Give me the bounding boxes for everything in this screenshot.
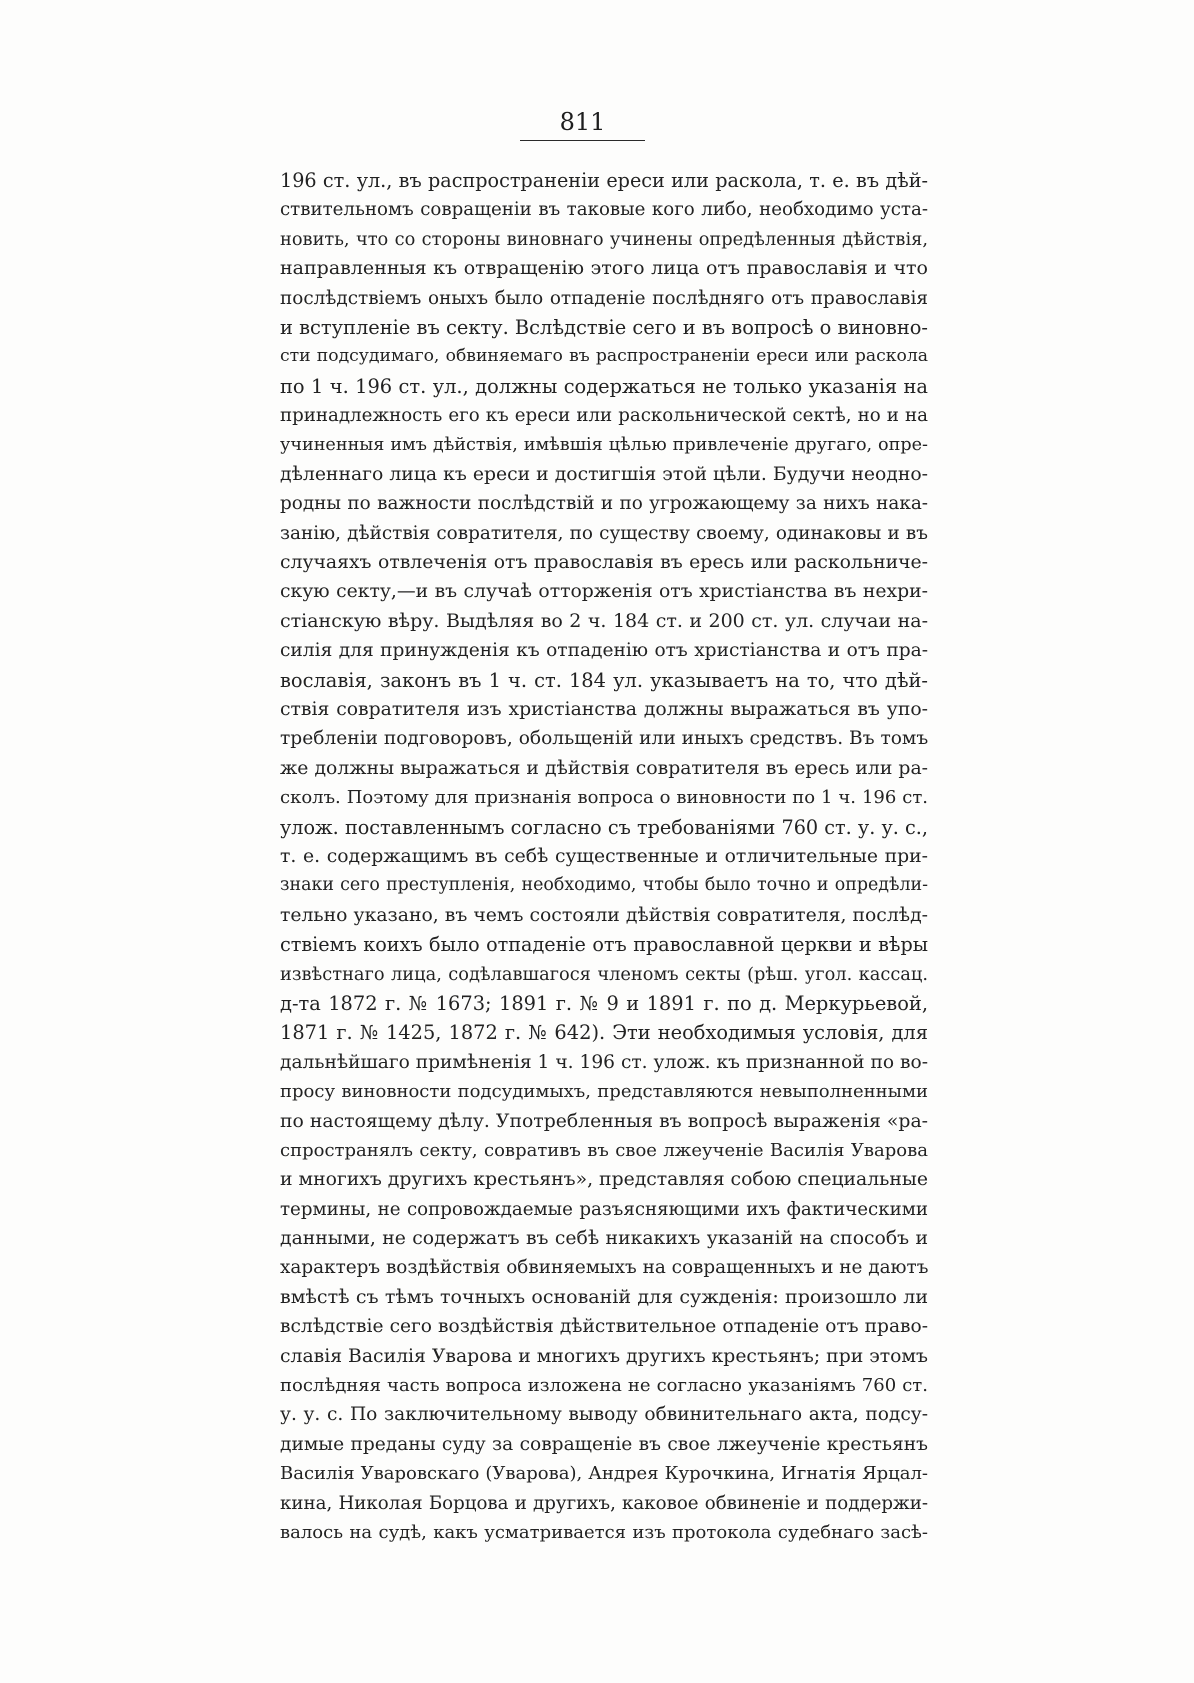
text-line: данными, не содержатъ въ себѣ никакихъ указаній на способъ и [280, 1228, 928, 1250]
text-line: послѣдняя часть вопроса изложена не согласно указаніямъ 760 ст. [280, 1375, 928, 1397]
text-line: послѣдствіемъ оныхъ было отпаденіе послѣдняго отъ православія [280, 287, 928, 309]
text-line: ствія совратителя изъ христіанства должны выражаться въ упо- [280, 699, 928, 721]
text-line: ствительномъ совращеніи въ таковые кого либо, необходимо уста- [280, 199, 928, 221]
text-line: спространялъ секту, совративъ въ свое лжеученіе Василія Уварова [280, 1139, 928, 1161]
text-line: просу виновности подсудимыхъ, представляются невыполненными [280, 1081, 928, 1103]
text-line: случаяхъ отвлеченія отъ православія въ ересь или раскольниче- [280, 552, 928, 574]
text-line: вмѣстѣ съ тѣмъ точныхъ основаній для сужденія: произошло ли [280, 1285, 928, 1308]
text-line: вслѣдствіе сего воздѣйствія дѣйствительное отпаденіе отъ право- [280, 1316, 928, 1338]
text-line: характеръ воздѣйствія обвиняемыхъ на совращенныхъ и не даютъ [280, 1257, 928, 1279]
text-line: дѣленнаго лица къ ереси и достигшія этой цѣли. Будучи неодно- [280, 463, 928, 485]
text-line: сколъ. Поэтому для признанія вопроса о виновности по 1 ч. 196 ст. [280, 787, 928, 809]
text-line: дальнѣйшаго примѣненія 1 ч. 196 ст. улож. къ признанной по во- [280, 1051, 928, 1073]
text-line: стіанскую вѣру. Выдѣляя во 2 ч. 184 ст. и 200 ст. ул. случаи на- [280, 609, 928, 632]
text-line: Василія Уваровскаго (Уварова), Андрея Курочкина, Игнатія Ярцал- [280, 1463, 928, 1485]
text-line: вославія, законъ въ 1 ч. ст. 184 ул. указываетъ на то, что дѣй- [280, 668, 928, 692]
text-line: по 1 ч. 196 ст. ул., должны содержаться не только указанія на [280, 374, 928, 398]
text-line: учиненныя имъ дѣйствія, имѣвшія цѣлью привлеченіе другаго, опре- [280, 434, 928, 455]
text-line: славія Василія Уварова и многихъ другихъ крестьянъ; при этомъ [280, 1345, 928, 1367]
text-line: ствіемъ коихъ было отпаденіе отъ православной церкви и вѣры [280, 933, 928, 957]
text-line: и многихъ другихъ крестьянъ», представляя собою специальные [280, 1169, 928, 1191]
text-line: силія для принужденія къ отпаденію отъ христіанства и отъ пра- [280, 640, 928, 662]
text-line: принадлежность его къ ереси или раскольнической сектѣ, но и на [280, 405, 928, 427]
text-line: термины, не сопровождаемые разъясняющими ихъ фактическими [280, 1198, 928, 1220]
text-line: занію, дѣйствія совратителя, по существу своему, одинаковы и въ [280, 522, 928, 544]
text-line: тельно указано, въ чемъ состояли дѣйствія совратителя, послѣд- [280, 904, 928, 926]
text-line: знаки сего преступленія, необходимо, чтобы было точно и опредѣли- [280, 875, 928, 896]
text-line: у. у. с. По заключительному выводу обвинительнаго акта, подсу- [280, 1404, 928, 1426]
text-line: 196 ст. ул., въ распространеніи ереси или раскола, т. е. въ дѣй- [280, 169, 928, 192]
text-line: д-та 1872 г. № 1673; 1891 г. № 9 и 1891 г. по д. Меркурьевой, [280, 991, 928, 1015]
text-line: же должны выражаться и дѣйствія совратителя въ ересь или ра- [280, 757, 928, 779]
text-line: 1871 г. № 1425, 1872 г. № 642). Эти необходимыя условія, для [280, 1021, 928, 1045]
text-line: кина, Николая Борцова и другихъ, каковое обвиненіе и поддержи- [280, 1492, 928, 1514]
body-text [280, 166, 928, 1547]
text-line: димые преданы суду за совращеніе въ свое лжеученіе крестьянъ [280, 1433, 928, 1455]
text-line: требленіи подговоровъ, обольщеній или иныхъ средствъ. Въ томъ [280, 728, 928, 750]
text-line: по настоящему дѣлу. Употребленныя въ вопросѣ выраженія «ра- [280, 1110, 928, 1132]
text-line: родны по важности послѣдствій и по угрожающему за нихъ нака- [280, 493, 928, 515]
text-line: сти подсудимаго, обвиняемаго въ распространеніи ереси или раскола [280, 346, 928, 367]
text-line: улож. поставленнымъ согласно съ требованіями 760 ст. у. у. с., [280, 815, 928, 839]
text-line: новить, что со стороны виновнаго учинены опредѣленныя дѣйствія, [280, 228, 928, 250]
text-line: извѣстнаго лица, содѣлавшагося членомъ секты (рѣш. угол. кассац. [280, 963, 928, 985]
text-line: направленныя къ отвращенію этого лица отъ православія и что [280, 257, 928, 280]
page-number: 811 [520, 108, 645, 141]
text-line: скую секту,—и въ случаѣ отторженія отъ христіанства въ нехри- [280, 581, 928, 603]
text-line: и вступленіе въ секту. Вслѣдствіе сего и въ вопросѣ о виновно- [280, 315, 928, 339]
text-line: т. е. содержащимъ въ себѣ существенные и отличительные при- [280, 845, 928, 867]
text-line: валось на судѣ, какъ усматривается изъ протокола судебнаго засѣ- [280, 1521, 928, 1543]
